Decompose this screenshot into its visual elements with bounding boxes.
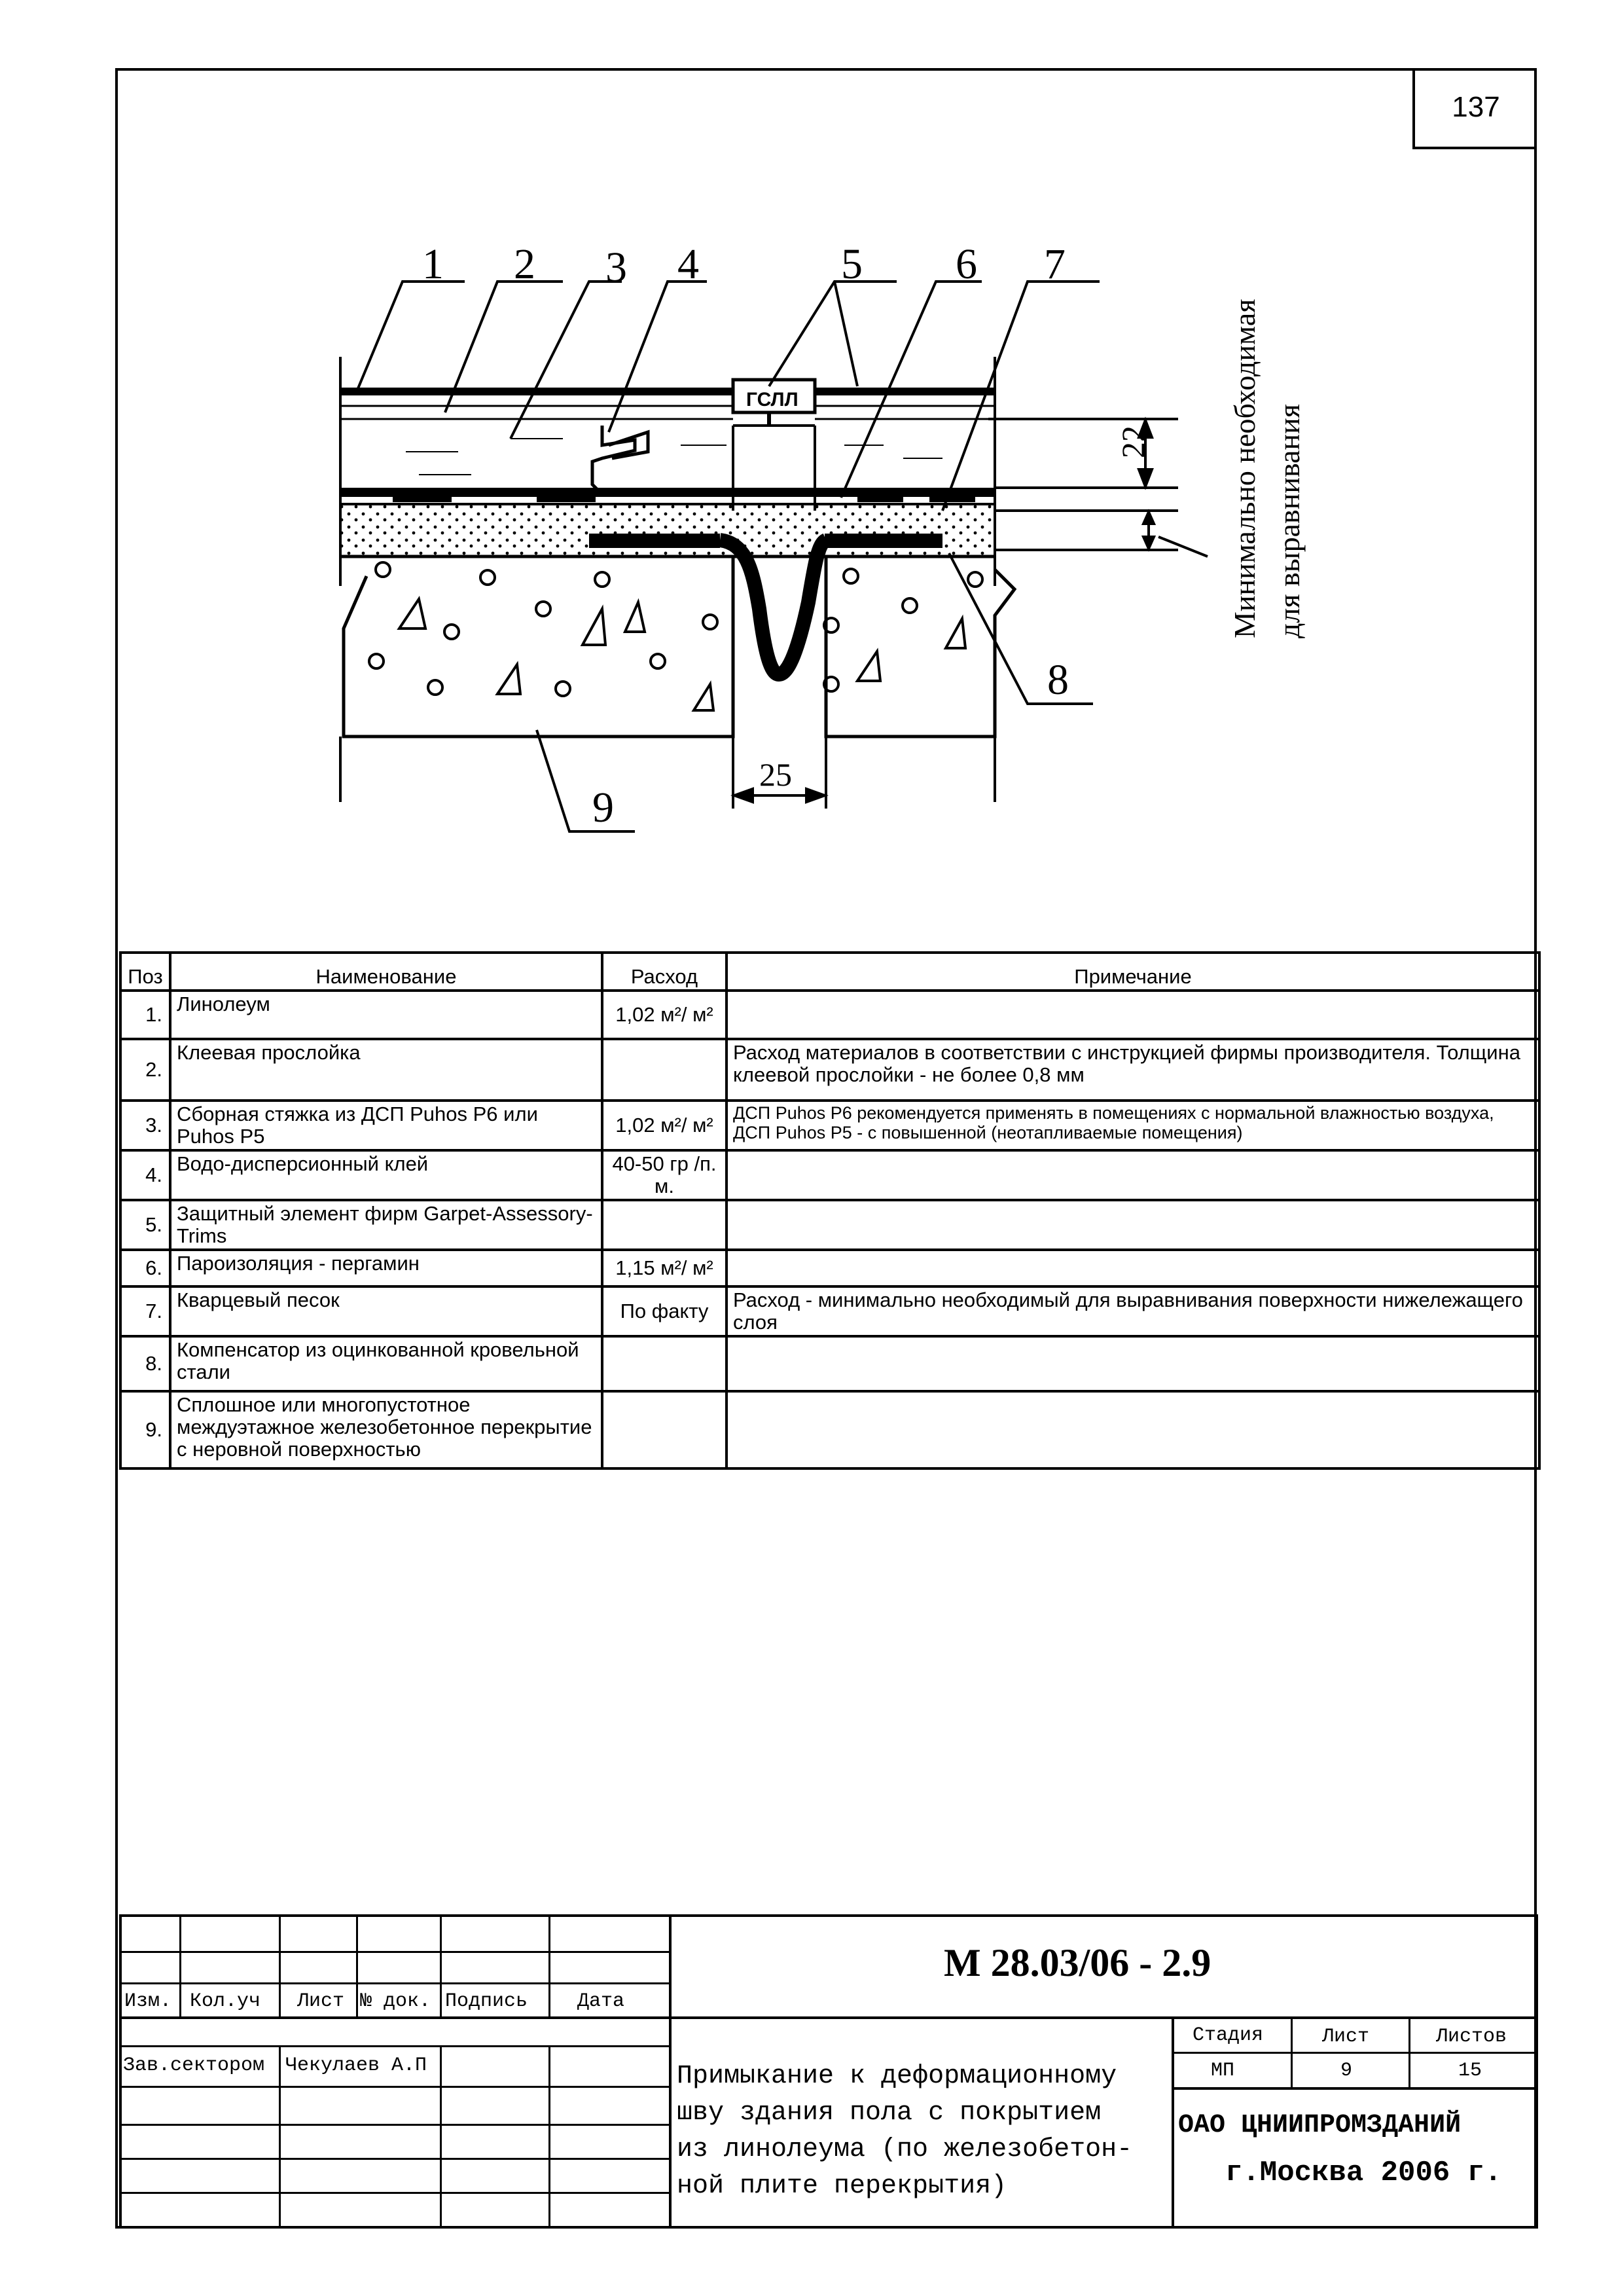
table-row: 5. Защитный элемент фирм Garpet-Assessory-Trims [120, 1200, 1539, 1250]
table-row: 2. Клеевая прослойка Расход материалов в соответствии с инструкцией фирмы производителя. Толщина клеевой прослойки - не более 0,8 мм [120, 1039, 1539, 1101]
table-row: 4. Водо-дисперсионный клей 40-50 гр /п. м. [120, 1150, 1539, 1200]
table-row: 7. Кварцевый песок По факту Расход - минимально необходимый для выравнивания поверхности нижележащего слоя [120, 1286, 1539, 1336]
table-row: 8. Компенсатор из оцинкованной кровельной стали [120, 1336, 1539, 1391]
col-note: Примечание [727, 953, 1539, 991]
sheets-value: 15 [1458, 2060, 1482, 2082]
sheet-number: 137 [1412, 68, 1537, 149]
compensator-loop [720, 540, 826, 674]
stage-value: МП [1211, 2060, 1235, 2082]
organization-name: ОАО ЦНИИПРОМЗДАНИЙ [1178, 2111, 1462, 2140]
col-qty: Расход [602, 953, 727, 991]
callout-7: 7 [1044, 240, 1066, 288]
table-row: 1. Линолеум 1,02 м²/ м² [120, 991, 1539, 1039]
organization-city-year: г.Москва 2006 г. [1225, 2157, 1502, 2189]
callout-5: 5 [841, 240, 863, 288]
table-row: 3. Сборная стяжка из ДСП Puhos P6 или Puhos P5 1,02 м²/ м² ДСП Puhos P6 рекомендуется применять в помещениях с нормальной влажностью воздуха, ДСП Puhos P5 - с повышенной (неотапливаемые помещения) [120, 1101, 1539, 1150]
linoleum-layer-right [815, 388, 995, 395]
callout-9: 9 [592, 784, 614, 831]
concrete-slab-left [344, 556, 733, 737]
callout-8: 8 [1047, 656, 1069, 704]
table-header-row [120, 953, 1539, 991]
callout-1: 1 [422, 240, 444, 288]
dimension-25: 25 [759, 756, 792, 793]
section-drawing [0, 0, 1597, 949]
col-name: Наименование [170, 953, 602, 991]
specification-table [119, 951, 1541, 1470]
title-block: М 28.03/06 - 2.9 Изм. Кол.уч Лист № док. Подпись Дата Зав.сектором Чекулаев А.П Примыкание к деформационному шву здания пола с покрытием из линолеума (по железобетон- ной плите перекрытия) Стадия Лист Листов МП 9 15 ОАО ЦНИИПРОМЗДАНИЙ г.Москва 2006 г. [119, 1914, 1538, 2229]
document-designation: М 28.03/06 - 2.9 [944, 1941, 1211, 1984]
table-row: 6. Пароизоляция - пергамин 1,15 м²/ м² [120, 1250, 1539, 1286]
person-name: Чекулаев А.П [285, 2054, 427, 2077]
col-pos: Поз [120, 953, 170, 991]
drawing-title: Примыкание к деформационному шву здания пола с покрытием из линолеума (по железобетон- ной плите перекрытия) [677, 2062, 1133, 2201]
callout-4: 4 [677, 240, 699, 288]
callout-2: 2 [514, 240, 535, 288]
callout-3: 3 [605, 244, 627, 291]
compensator-left [589, 534, 720, 548]
dimension-22: 22 [1115, 426, 1151, 458]
sheet-value: 9 [1340, 2060, 1353, 2082]
role-label: Зав.сектором [123, 2054, 265, 2077]
table-row: 9. Сплошное или многопустотное междуэтажное железобетонное перекрытие с неровной поверхностью [120, 1391, 1539, 1468]
vertical-note: Минимально необходимая для выравнивания [1228, 299, 1306, 638]
callout-6: 6 [956, 240, 977, 288]
compensator-right [825, 534, 942, 548]
svg-text:ГСЛЛ: ГСЛЛ [746, 389, 798, 410]
sand-layer [340, 505, 995, 556]
